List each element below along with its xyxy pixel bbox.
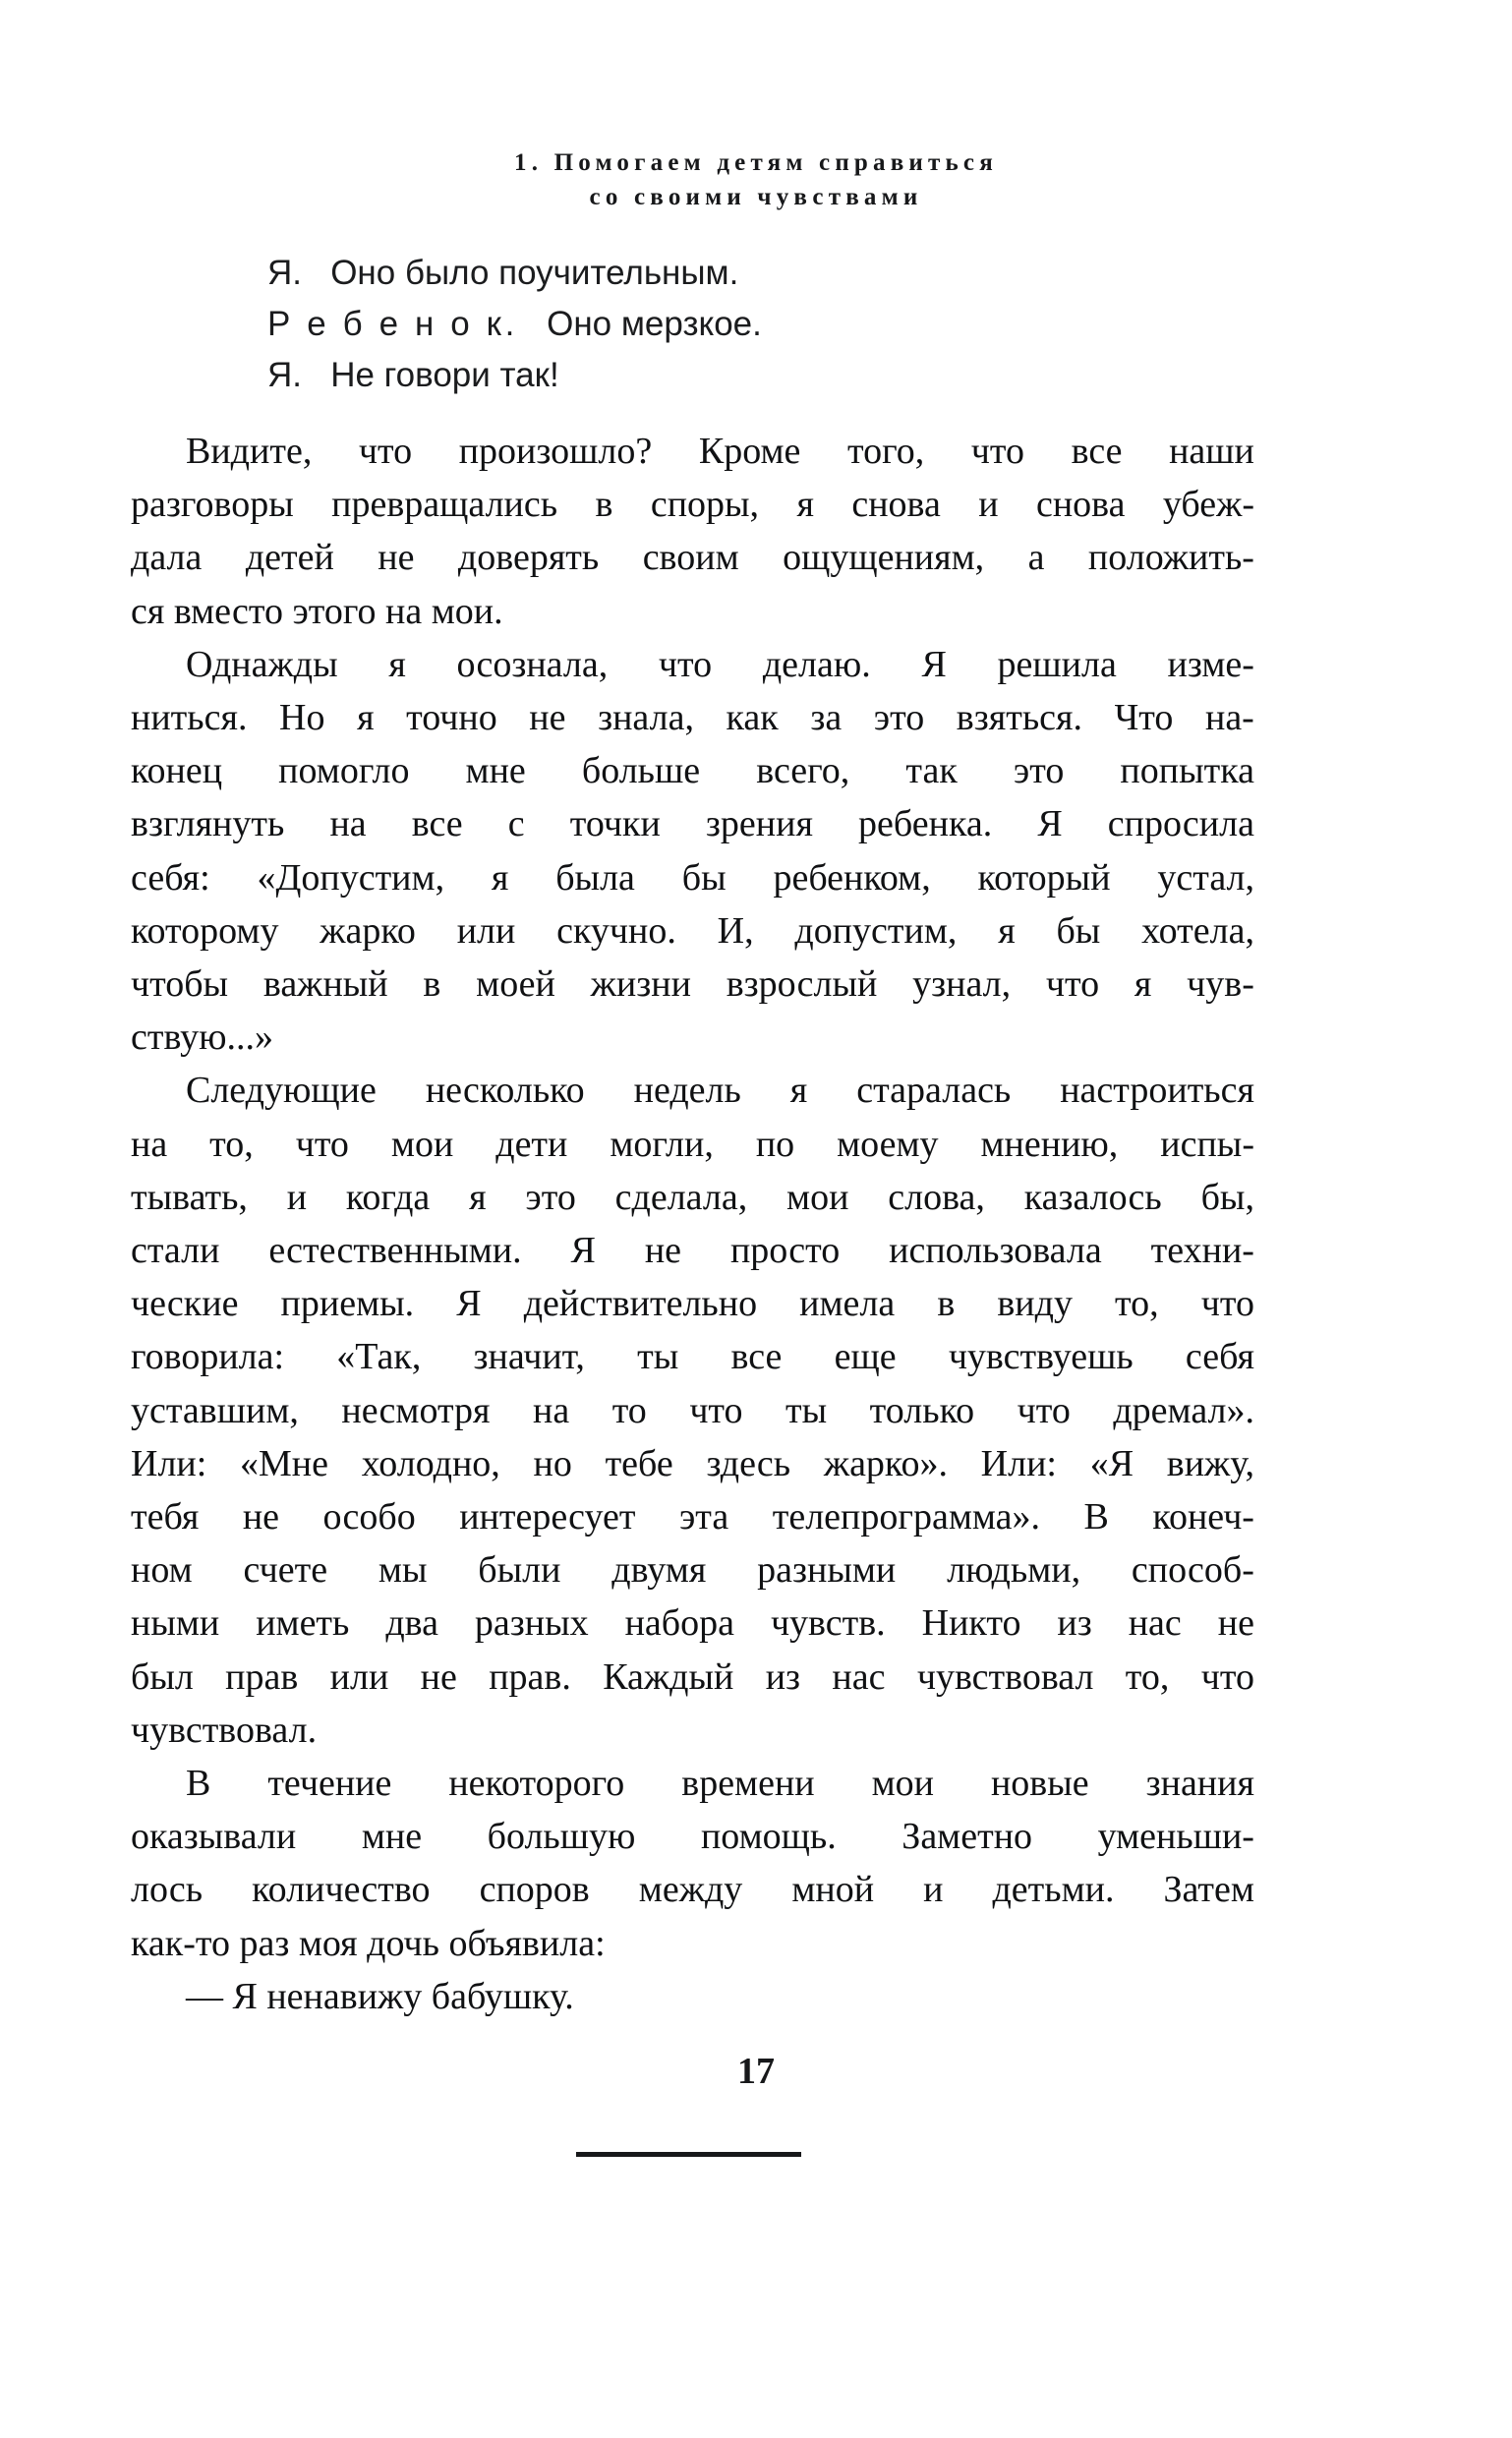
word: И,	[717, 909, 754, 952]
word: жизни	[590, 963, 691, 1006]
word: или	[329, 1655, 389, 1698]
word: детей	[245, 537, 334, 579]
word: количество	[252, 1869, 431, 1911]
word: разных	[474, 1602, 589, 1645]
word: Затем	[1163, 1869, 1254, 1911]
text-line	[131, 1437, 1254, 1490]
word: использовала	[889, 1230, 1102, 1272]
word: в	[595, 484, 613, 526]
text-line	[131, 1171, 1254, 1224]
word: дремал».	[1113, 1389, 1254, 1431]
dialogue-text: Оно мерзкое.	[547, 305, 762, 343]
text-line	[131, 958, 1254, 1011]
text-line	[131, 1384, 1254, 1437]
word: Что	[1114, 697, 1174, 739]
word: некоторого	[448, 1763, 625, 1805]
word: новые	[990, 1763, 1089, 1805]
text-line	[131, 744, 1254, 797]
dialogue-block	[267, 248, 1378, 401]
word: и	[923, 1869, 944, 1911]
word: все	[1071, 431, 1123, 472]
word: из	[1057, 1602, 1092, 1645]
word: ребенка.	[858, 803, 993, 845]
word: что	[970, 431, 1025, 472]
word: произошло?	[458, 431, 653, 472]
word: «Допустим,	[257, 856, 445, 899]
word: за	[810, 697, 843, 739]
word: два	[385, 1602, 438, 1645]
word: моей	[476, 963, 555, 1006]
word: что	[1045, 963, 1100, 1006]
word: могли,	[610, 1123, 714, 1165]
word: наши	[1169, 431, 1254, 472]
word: Никто	[921, 1602, 1021, 1645]
word: уставшим,	[131, 1389, 299, 1431]
word: иметь	[256, 1602, 350, 1645]
word: испы-	[1160, 1123, 1254, 1165]
footer-rule	[576, 2152, 801, 2157]
word: или	[456, 909, 516, 952]
word: ческие	[131, 1283, 239, 1325]
text-line: как-то раз моя дочь объявила:	[131, 1922, 606, 1964]
paragraph	[131, 638, 1254, 1065]
word: делаю.	[762, 643, 871, 685]
text-line	[131, 1277, 1254, 1330]
word: ниться.	[131, 697, 248, 739]
word: с	[507, 803, 525, 845]
text-line	[131, 1064, 1254, 1117]
word: то	[611, 1389, 647, 1431]
word: разными	[757, 1549, 897, 1592]
word: жарко	[320, 909, 416, 952]
word: снова	[1035, 484, 1126, 526]
word: зрения	[705, 803, 813, 845]
word: конец	[131, 750, 223, 792]
word: счете	[243, 1549, 328, 1592]
word: убеж-	[1162, 484, 1254, 526]
word: на	[329, 803, 367, 845]
word: на-	[1204, 697, 1254, 739]
word: не	[1217, 1602, 1254, 1645]
word: слова,	[888, 1176, 985, 1218]
word: интересует	[459, 1496, 636, 1538]
word: тебе	[605, 1442, 673, 1484]
word: вижу,	[1166, 1442, 1254, 1484]
word: когда	[345, 1176, 431, 1218]
word: решила	[997, 643, 1117, 685]
word: только	[869, 1389, 975, 1431]
word: чувств.	[770, 1602, 886, 1645]
text-line	[131, 425, 1254, 478]
word: но	[533, 1442, 572, 1484]
word: мои	[390, 1123, 454, 1165]
word: бы	[681, 856, 727, 899]
word: больше	[581, 750, 701, 792]
text-line: чувствовал.	[131, 1709, 318, 1751]
word: как	[726, 697, 779, 739]
word: разговоры	[131, 484, 294, 526]
word: знания	[1145, 1763, 1254, 1805]
word: спросила	[1107, 803, 1254, 845]
word: ты	[637, 1336, 679, 1378]
word: значит,	[473, 1336, 585, 1378]
word: была	[555, 856, 635, 899]
paragraph	[131, 1757, 1254, 1970]
dialogue-text: Оно было поучительным.	[330, 254, 739, 292]
word: недель	[633, 1070, 741, 1112]
word: и	[286, 1176, 308, 1218]
word: дала	[131, 537, 203, 579]
word: оказывали	[131, 1816, 297, 1858]
text-line: ся вместо этого на мои.	[131, 590, 503, 632]
dialogue-line	[267, 299, 1378, 350]
word: дети	[495, 1123, 568, 1165]
text-line	[131, 1490, 1254, 1543]
word: были	[478, 1549, 561, 1592]
dialogue-text: Не говори так!	[330, 356, 559, 394]
text-line: — Я ненавижу бабушку.	[186, 1975, 574, 2017]
word: в	[937, 1283, 956, 1325]
word: прав.	[489, 1655, 571, 1698]
dialogue-speaker: Я.	[267, 356, 302, 394]
word: что	[1200, 1655, 1254, 1698]
word: так	[905, 750, 958, 792]
paragraph	[131, 1064, 1254, 1757]
word: взглянуть	[131, 803, 285, 845]
word: Я	[1037, 803, 1063, 845]
word: прав	[225, 1655, 299, 1698]
page-number: 17	[737, 2051, 775, 2092]
word: положить-	[1087, 537, 1254, 579]
running-head-line-1: 1. Помогаем детям справиться	[514, 149, 998, 176]
word: бы	[1056, 909, 1101, 952]
word: доверять	[457, 537, 600, 579]
word: В	[186, 1763, 211, 1805]
word: нас	[1128, 1602, 1182, 1645]
word: «Так,	[336, 1336, 422, 1378]
text-line	[131, 691, 1254, 744]
word: ты	[785, 1389, 828, 1431]
word: все	[730, 1336, 783, 1378]
text-line	[131, 1810, 1254, 1863]
word: помощь.	[700, 1816, 837, 1858]
body-text	[131, 425, 1254, 2023]
word: все	[411, 803, 463, 845]
word: просто	[729, 1230, 841, 1272]
word: уменьши-	[1097, 1816, 1254, 1858]
word: детьми.	[992, 1869, 1115, 1911]
text-line	[131, 478, 1254, 531]
word: я	[796, 484, 814, 526]
word: что	[658, 643, 713, 685]
word: важный	[262, 963, 388, 1006]
word: набора	[624, 1602, 734, 1645]
word: не	[242, 1496, 280, 1538]
text-line	[131, 797, 1254, 850]
word: мои	[786, 1176, 849, 1218]
word: что	[689, 1389, 743, 1431]
word: ощущениям,	[783, 537, 985, 579]
word: в	[423, 963, 441, 1006]
dialogue-line	[267, 248, 1378, 299]
word: сделала,	[614, 1176, 748, 1218]
word: взяться.	[956, 697, 1083, 739]
running-head-line-2: со своими чувствами	[589, 184, 923, 210]
word: мнению,	[980, 1123, 1119, 1165]
dialogue-speaker: Я.	[267, 254, 302, 292]
text-line	[131, 531, 1254, 584]
text-line	[131, 1757, 1254, 1810]
text-line	[131, 1596, 1254, 1650]
word: себя:	[131, 856, 210, 899]
word: я	[469, 1176, 487, 1218]
word: точки	[569, 803, 661, 845]
word: Я	[570, 1230, 596, 1272]
word: ребенком,	[773, 856, 931, 899]
word: двумя	[611, 1549, 707, 1592]
word: это	[873, 697, 925, 739]
text-line	[131, 904, 1254, 958]
word: В	[1083, 1496, 1109, 1538]
word: чувствуешь	[948, 1336, 1134, 1378]
word: течение	[267, 1763, 392, 1805]
word: которому	[131, 909, 279, 952]
word: я	[357, 697, 375, 739]
word: чув-	[1187, 963, 1254, 1006]
word: я	[998, 909, 1016, 952]
word: что	[1017, 1389, 1071, 1431]
running-head	[131, 145, 1381, 214]
word: Или:	[131, 1442, 207, 1484]
word: Видите,	[186, 431, 313, 472]
word: хотела,	[1141, 909, 1254, 952]
word: то,	[209, 1123, 254, 1165]
text-line	[131, 1118, 1254, 1171]
word: Заметно	[901, 1816, 1033, 1858]
word: еще	[834, 1336, 897, 1378]
word: имела	[799, 1283, 896, 1325]
word: между	[638, 1869, 743, 1911]
text-line	[131, 1543, 1254, 1596]
word: я	[789, 1070, 808, 1112]
word: на	[131, 1123, 168, 1165]
word: чтобы	[131, 963, 229, 1006]
word: что	[358, 431, 413, 472]
paragraph	[131, 425, 1254, 638]
word: осознала,	[456, 643, 609, 685]
word: Каждый	[603, 1655, 734, 1698]
word: особо	[322, 1496, 416, 1538]
word: был	[131, 1655, 194, 1698]
word: действительно	[523, 1283, 758, 1325]
word: не	[529, 697, 566, 739]
word: казалось	[1023, 1176, 1162, 1218]
word: Но	[279, 697, 325, 739]
word: мной	[791, 1869, 875, 1911]
word: узнал,	[912, 963, 1012, 1006]
word: большую	[487, 1816, 636, 1858]
word: бы,	[1200, 1176, 1254, 1218]
word: споров	[479, 1869, 590, 1911]
word: Следующие	[186, 1070, 377, 1112]
word: Или:	[980, 1442, 1057, 1484]
dialogue-speaker: Р е б е н о к.	[267, 305, 518, 343]
word: жарко».	[823, 1442, 948, 1484]
word: изме-	[1167, 643, 1254, 685]
word: Однажды	[186, 643, 338, 685]
word: мои	[871, 1763, 934, 1805]
word: всего,	[756, 750, 850, 792]
word: того,	[846, 431, 925, 472]
word: своим	[642, 537, 739, 579]
word: мне	[465, 750, 526, 792]
word: а	[1027, 537, 1045, 579]
word: это	[525, 1176, 576, 1218]
word: снова	[851, 484, 941, 526]
word: несмотря	[341, 1389, 491, 1431]
word: что	[295, 1123, 349, 1165]
word: точно	[406, 697, 497, 739]
word: допустим,	[794, 909, 958, 952]
word: Я	[456, 1283, 482, 1325]
text-line: ствую...»	[131, 1016, 274, 1059]
word: естественными.	[268, 1230, 522, 1272]
word: телепрограмма».	[772, 1496, 1041, 1538]
word: я	[388, 643, 406, 685]
word: техни-	[1150, 1230, 1254, 1272]
word: я	[1134, 963, 1152, 1006]
text-line	[131, 1330, 1254, 1383]
word: знала,	[598, 697, 694, 739]
word: виду	[997, 1283, 1073, 1325]
word: здесь	[706, 1442, 791, 1484]
word: Я	[921, 643, 947, 685]
word: ными	[131, 1602, 220, 1645]
word: то,	[1125, 1655, 1170, 1698]
word: «Я	[1089, 1442, 1134, 1484]
word: конеч-	[1152, 1496, 1254, 1538]
word: Кроме	[698, 431, 801, 472]
text-line	[131, 1224, 1254, 1277]
word: способ-	[1131, 1549, 1254, 1592]
word: чувствовал	[916, 1655, 1094, 1698]
word: себя	[1185, 1336, 1254, 1378]
word: мы	[378, 1549, 428, 1592]
word: то,	[1115, 1283, 1159, 1325]
word: не	[420, 1655, 457, 1698]
text-line	[131, 638, 1254, 691]
word: не	[378, 537, 415, 579]
word: людьми,	[947, 1549, 1081, 1592]
word: старалась	[856, 1070, 1012, 1112]
word: приемы.	[280, 1283, 415, 1325]
word: несколько	[425, 1070, 585, 1112]
text-line	[131, 1651, 1254, 1704]
dialogue-line	[267, 350, 1378, 401]
word: что	[1200, 1283, 1254, 1325]
word: лось	[131, 1869, 204, 1911]
word: это	[1013, 750, 1065, 792]
word: попытка	[1120, 750, 1254, 792]
word: холодно,	[361, 1442, 500, 1484]
word: стали	[131, 1230, 220, 1272]
word: настроиться	[1060, 1070, 1254, 1112]
word: мне	[361, 1816, 423, 1858]
word: тебя	[131, 1496, 200, 1538]
word: времени	[681, 1763, 815, 1805]
word: тывать,	[131, 1176, 248, 1218]
word: не	[644, 1230, 682, 1272]
word: из	[765, 1655, 801, 1698]
word: нас	[832, 1655, 886, 1698]
word: я	[491, 856, 509, 899]
word: и	[978, 484, 999, 526]
text-line	[131, 1863, 1254, 1916]
word: превращались	[331, 484, 558, 526]
word: моему	[837, 1123, 939, 1165]
word: ном	[131, 1549, 193, 1592]
word: эта	[679, 1496, 729, 1538]
word: помогло	[278, 750, 410, 792]
word: «Мне	[240, 1442, 329, 1484]
word: скучно.	[556, 909, 676, 952]
word: который	[977, 856, 1111, 899]
text-line	[131, 851, 1254, 904]
word: на	[533, 1389, 570, 1431]
word: говорила:	[131, 1336, 285, 1378]
paragraph	[131, 1970, 1254, 2023]
word: по	[755, 1123, 795, 1165]
word: взрослый	[726, 963, 878, 1006]
word: споры,	[650, 484, 760, 526]
word: устал,	[1157, 856, 1254, 899]
